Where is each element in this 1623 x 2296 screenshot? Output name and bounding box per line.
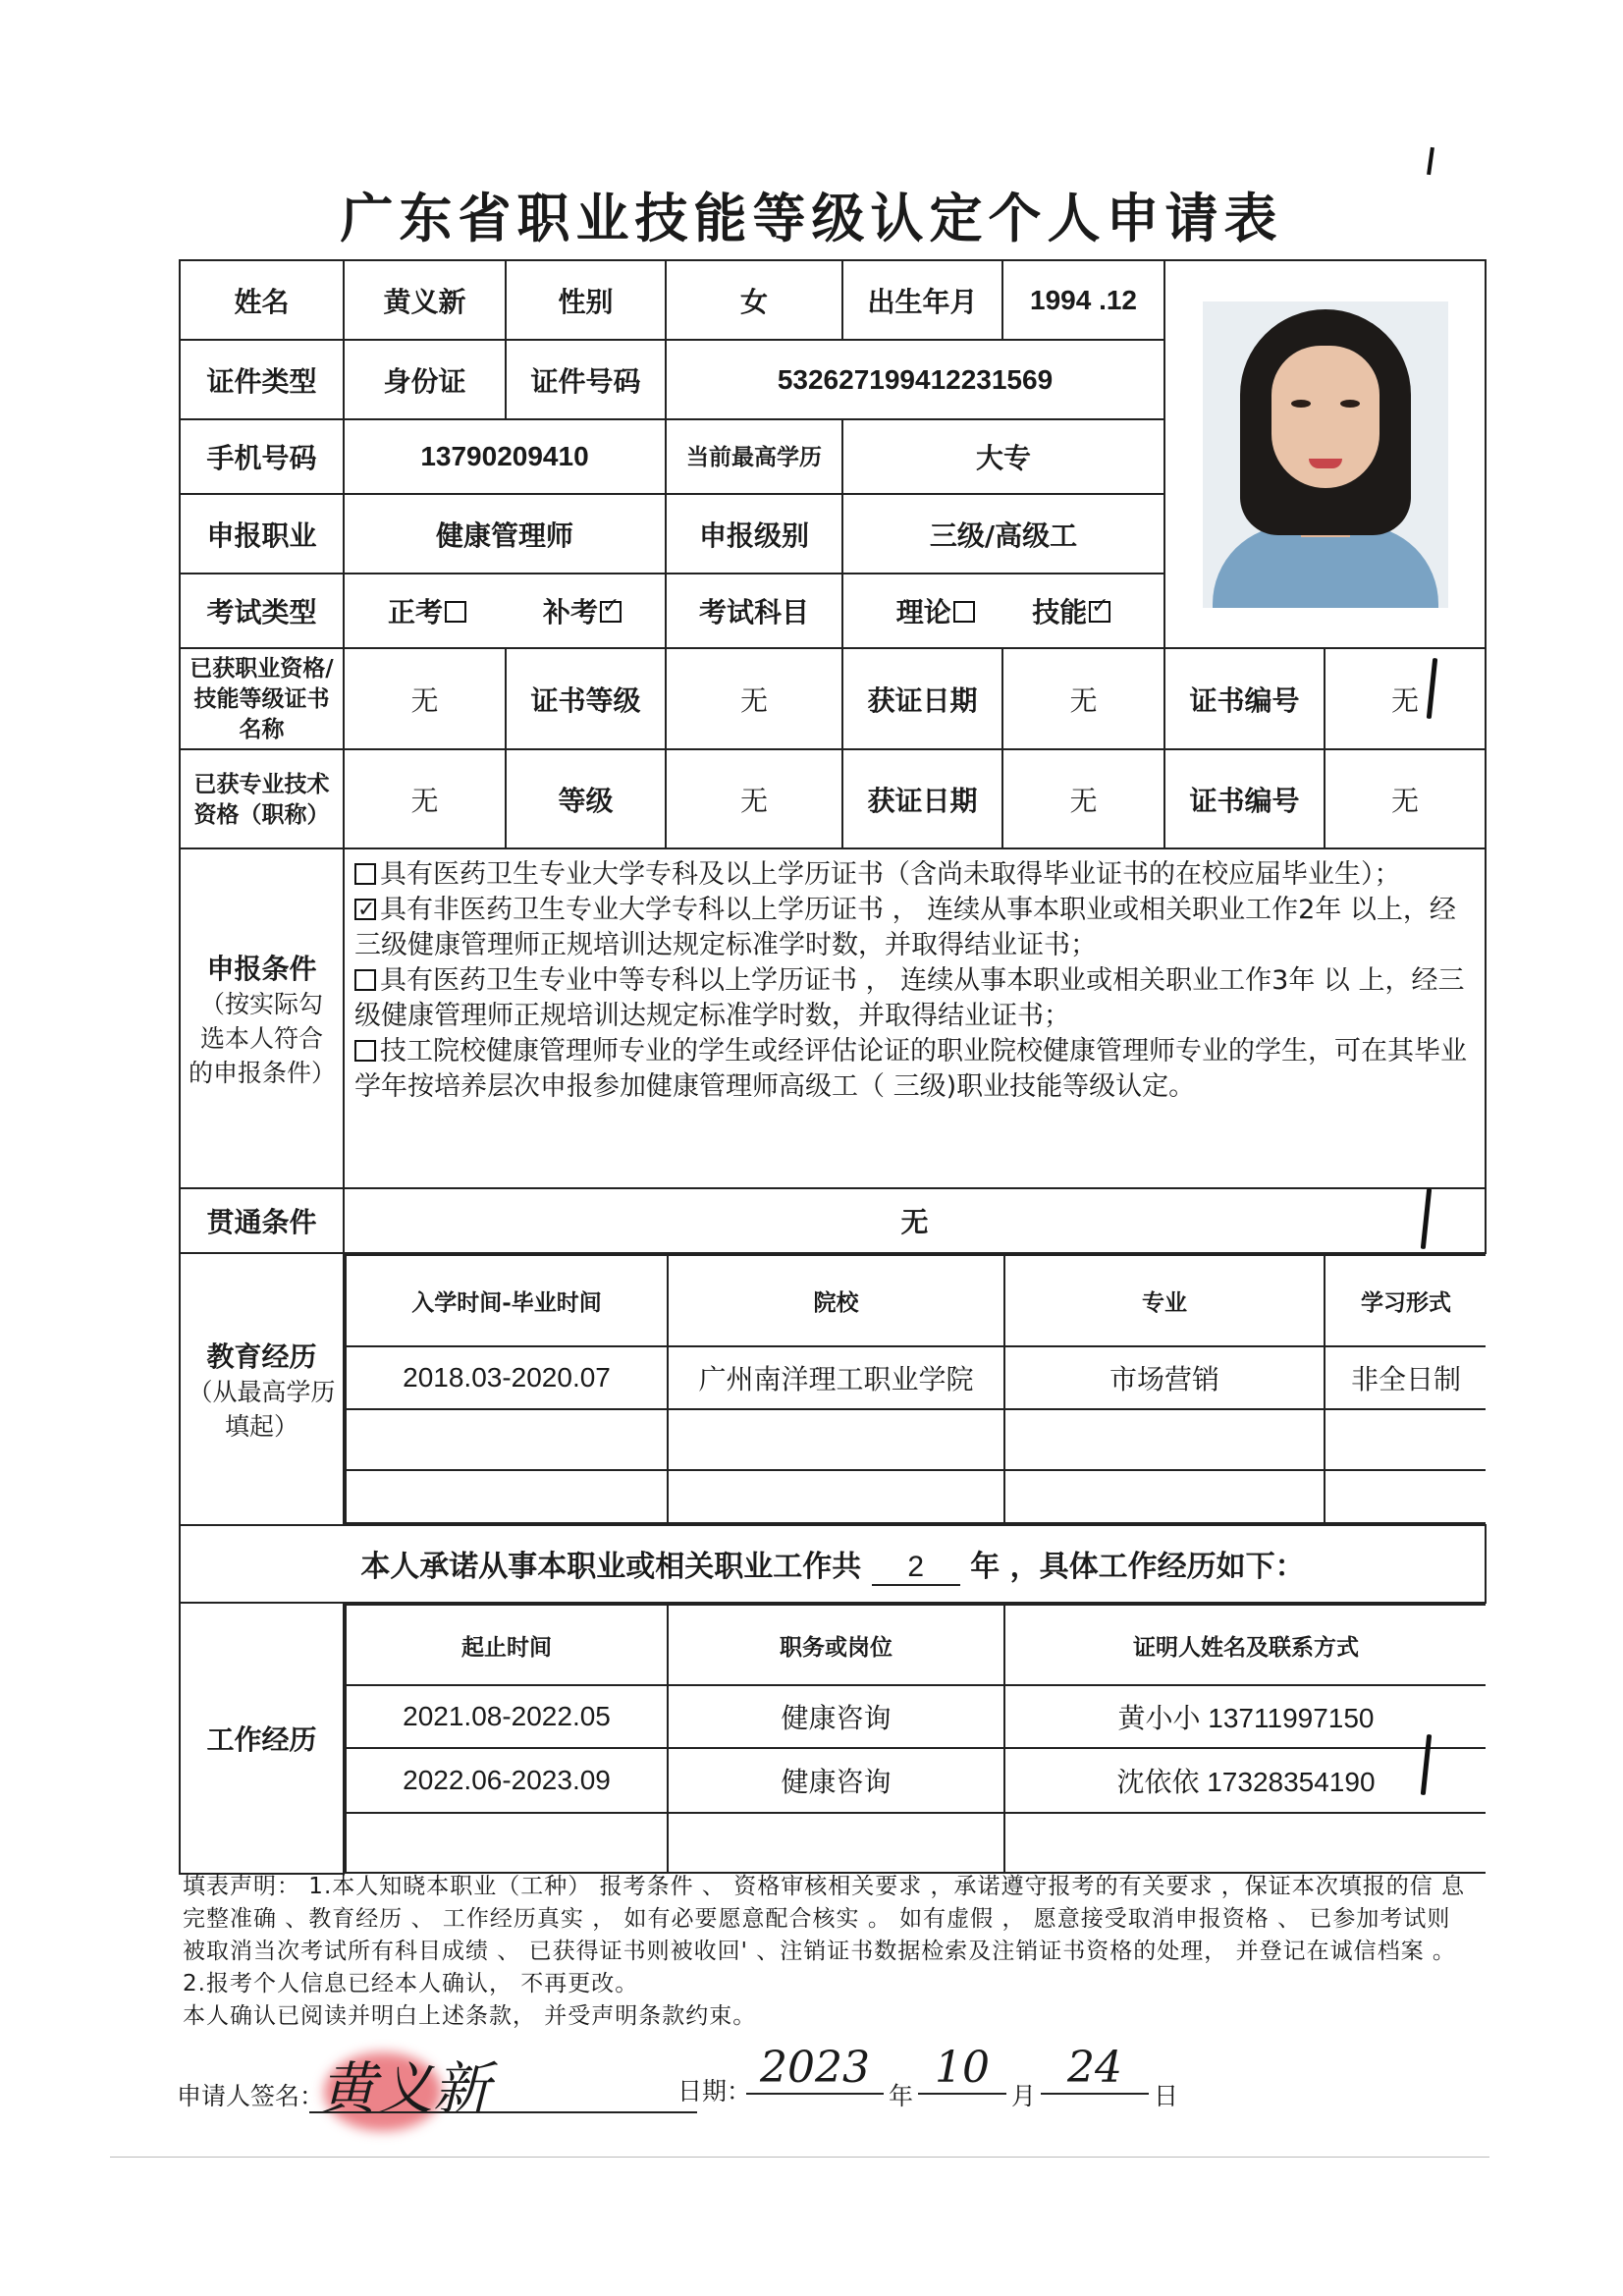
work-reference: 沈依依 17328354190 xyxy=(1004,1748,1486,1813)
conditions-label-cell xyxy=(180,848,344,1188)
table-row xyxy=(346,1685,1486,1748)
cert-row1-grade-label: 证书等级 xyxy=(506,648,666,749)
job-value: 健康管理师 xyxy=(344,494,666,574)
edu-school xyxy=(668,1409,1004,1470)
edu-mode xyxy=(1325,1409,1486,1470)
date-day: 24 xyxy=(1041,2043,1149,2095)
condition-text-2: 具有非医药卫生专业大学专科以上学历证书 ， 连续从事本职业或相关职业工作2年 以上，经三级健康管理师正规培训达规定标准学时数，并取得结业证书； xyxy=(354,895,1456,960)
work-label: 工作经历 xyxy=(180,1603,344,1874)
cert-row1-grade: 无 xyxy=(666,648,842,749)
table-row xyxy=(346,1409,1486,1470)
cert-row1-no-label: 证书编号 xyxy=(1164,648,1325,749)
form-title: 广东省职业技能等级认定个人申请表 xyxy=(340,187,1283,249)
edu-period xyxy=(346,1409,668,1470)
date-label: 日期： xyxy=(677,2077,752,2105)
id-type-label: 证件类型 xyxy=(180,340,344,419)
edu-header-school: 院校 xyxy=(668,1255,1004,1346)
exam-type-label: 考试类型 xyxy=(180,574,344,648)
work-period xyxy=(346,1813,668,1873)
work-position xyxy=(668,1813,1004,1873)
cert-row2-date: 无 xyxy=(1002,749,1164,848)
name-value: 黄义新 xyxy=(344,260,506,340)
work-position: 健康咨询 xyxy=(668,1748,1004,1813)
subject-label: 考试科目 xyxy=(666,574,842,648)
apply-level-value: 三级/高级工 xyxy=(842,494,1164,574)
date-month-unit: 月 xyxy=(1011,2082,1037,2110)
commitment-before: 本人承诺从事本职业或相关职业工作共 xyxy=(360,1550,862,1584)
condition-checkbox-4[interactable] xyxy=(354,1040,376,1062)
cert-row2-date-label: 获证日期 xyxy=(842,749,1002,848)
job-label: 申报职业 xyxy=(180,494,344,574)
edu-major xyxy=(1004,1470,1325,1523)
edu-period xyxy=(346,1470,668,1523)
work-reference xyxy=(1004,1813,1486,1873)
table-row xyxy=(346,1813,1486,1873)
birth-value: 1994 .12 xyxy=(1002,260,1164,340)
through-label: 贯通条件 xyxy=(180,1188,344,1253)
education-label: 教育经历 xyxy=(206,1339,317,1373)
work-period: 2021.08-2022.05 xyxy=(346,1685,668,1748)
edu-period: 2018.03-2020.07 xyxy=(346,1346,668,1409)
condition-item[interactable] xyxy=(354,857,1475,893)
conditions-sub: （按实际勾选本人符合的申报条件） xyxy=(189,989,337,1087)
photo-cell xyxy=(1164,260,1486,648)
edu-header-major: 专业 xyxy=(1004,1255,1325,1346)
subject-skill-label: 技能 xyxy=(1032,596,1088,629)
conditions-list xyxy=(344,848,1486,1188)
edu-school xyxy=(668,1470,1004,1523)
work-period: 2022.06-2023.09 xyxy=(346,1748,668,1813)
exam-regular-label: 正考 xyxy=(387,596,443,629)
edu-header-period: 入学时间-毕业时间 xyxy=(346,1255,668,1346)
page-bottom-edge xyxy=(110,2157,1489,2158)
education-level-label: 当前最高学历 xyxy=(666,419,842,494)
education-table-cell xyxy=(344,1253,1486,1525)
conditions-label: 申报条件 xyxy=(206,952,317,985)
id-type-value: 身份证 xyxy=(344,340,506,419)
cert-row2-name: 无 xyxy=(344,749,506,848)
cert-row1-date-label: 获证日期 xyxy=(842,648,1002,749)
cert-row2-no: 无 xyxy=(1325,749,1486,848)
education-level-value: 大专 xyxy=(842,419,1164,494)
condition-text-3: 具有医药卫生专业中等专科以上学历证书 ， 连续从事本职业或相关职业工作3年 以 上，经三级健康管理师正规培训达规定标准学时数，并取得结业证书； xyxy=(354,965,1465,1031)
condition-item[interactable] xyxy=(354,893,1475,963)
exam-makeup-checkbox[interactable] xyxy=(600,601,622,623)
date-month: 10 xyxy=(918,2043,1006,2095)
condition-text-4: 技工院校健康管理师专业的学生或经评估论证的职业院校健康管理师专业的学生，可在其毕业学年按培养层次申报参加健康管理师高级工（ 三级)职业技能等级认定。 xyxy=(354,1036,1467,1102)
education-sub: （从最高学历填起） xyxy=(188,1377,336,1441)
phone-value: 13790209410 xyxy=(344,419,666,494)
condition-item[interactable] xyxy=(354,963,1475,1034)
cert-row1-name: 无 xyxy=(344,648,506,749)
signature-label: 申请人签名： xyxy=(177,2082,325,2110)
application-form-table xyxy=(179,259,1487,1875)
work-header-reference: 证明人姓名及联系方式 xyxy=(1004,1605,1486,1685)
signature-row xyxy=(177,2043,1483,2121)
exam-type-options xyxy=(344,574,666,648)
commitment-line xyxy=(180,1525,1486,1603)
condition-item[interactable] xyxy=(354,1034,1475,1105)
edu-mode: 非全日制 xyxy=(1325,1346,1486,1409)
signature-line xyxy=(309,2111,697,2113)
gender-value: 女 xyxy=(666,260,842,340)
phone-label: 手机号码 xyxy=(180,419,344,494)
cert-row2-grade-label: 等级 xyxy=(506,749,666,848)
corner-mark xyxy=(1427,147,1434,175)
table-row xyxy=(346,1748,1486,1813)
declaration xyxy=(183,1871,1479,2033)
edu-major: 市场营销 xyxy=(1004,1346,1325,1409)
subject-options xyxy=(842,574,1164,648)
education-table xyxy=(345,1254,1486,1524)
commitment-years: 2 xyxy=(872,1551,960,1586)
declaration-confirm: 本人确认已阅读并明白上述条款， 并受声明条款约束。 xyxy=(183,2003,757,2029)
applicant-signature: 黄义新 xyxy=(319,2055,491,2122)
date-year-unit: 年 xyxy=(889,2082,914,2110)
id-no-value: 532627199412231569 xyxy=(666,340,1164,419)
work-position: 健康咨询 xyxy=(668,1685,1004,1748)
declaration-text: 填表声明： 1.本人知晓本职业（工种） 报考条件 、 资格审核相关要求 ，承诺遵守报考的有关要求 ，保证本次填报的信 息完整准确 、教育经历 、 工作经历真实 ， 如有必要愿意配合核实 。 如有虚假 ， 愿意接受取消申报资格 、 已参加考试则 被取消当次考试所有科目成绩 、 已获得证书则被收回' 、注销证书数据检索及注销证书资格的处理， 并登记在诚信档案 。 2.报考个人信息已经本人确认， 不再更改。 xyxy=(183,1874,1466,1996)
name-label: 姓名 xyxy=(180,260,344,340)
work-header-position: 职务或岗位 xyxy=(668,1605,1004,1685)
work-reference: 黄小小 13711997150 xyxy=(1004,1685,1486,1748)
commitment-after: 年 ，具体工作经历如下： xyxy=(970,1550,1305,1584)
condition-text-1: 具有医药卫生专业大学专科及以上学历证书（含尚未取得毕业证书的在校应届毕业生）； xyxy=(380,859,1401,890)
edu-mode xyxy=(1325,1470,1486,1523)
id-no-label: 证件号码 xyxy=(506,340,666,419)
birth-label: 出生年月 xyxy=(842,260,1002,340)
subject-theory-checkbox[interactable] xyxy=(953,601,975,623)
work-header-period: 起止时间 xyxy=(346,1605,668,1685)
cert-row2-label: 已获专业技术资格（职称） xyxy=(180,749,344,848)
edu-major xyxy=(1004,1409,1325,1470)
subject-theory-label: 理论 xyxy=(895,596,951,629)
exam-makeup-label: 补考 xyxy=(542,596,598,629)
date-day-unit: 日 xyxy=(1154,2082,1179,2110)
work-table-cell xyxy=(344,1603,1486,1874)
cert-row2-no-label: 证书编号 xyxy=(1164,749,1325,848)
through-value: 无 xyxy=(344,1188,1486,1253)
gender-label: 性别 xyxy=(506,260,666,340)
table-row xyxy=(346,1470,1486,1523)
condition-checkbox-2[interactable] xyxy=(354,899,376,920)
cert-row1-date: 无 xyxy=(1002,648,1164,749)
work-table xyxy=(345,1604,1486,1874)
education-label-cell xyxy=(180,1253,344,1525)
table-row xyxy=(346,1346,1486,1409)
edu-header-mode: 学习形式 xyxy=(1325,1255,1486,1346)
cert-row1-label: 已获职业资格/技能等级证书名称 xyxy=(180,648,344,749)
subject-skill-checkbox[interactable] xyxy=(1089,601,1110,623)
applicant-photo xyxy=(1203,301,1448,608)
exam-regular-checkbox[interactable] xyxy=(445,601,466,623)
condition-checkbox-3[interactable] xyxy=(354,969,376,991)
cert-row2-grade: 无 xyxy=(666,749,842,848)
edu-school: 广州南洋理工职业学院 xyxy=(668,1346,1004,1409)
cert-row1-no: 无 xyxy=(1325,648,1486,749)
condition-checkbox-1[interactable] xyxy=(354,863,376,885)
date-year: 2023 xyxy=(746,2043,884,2095)
apply-level-label: 申报级别 xyxy=(666,494,842,574)
